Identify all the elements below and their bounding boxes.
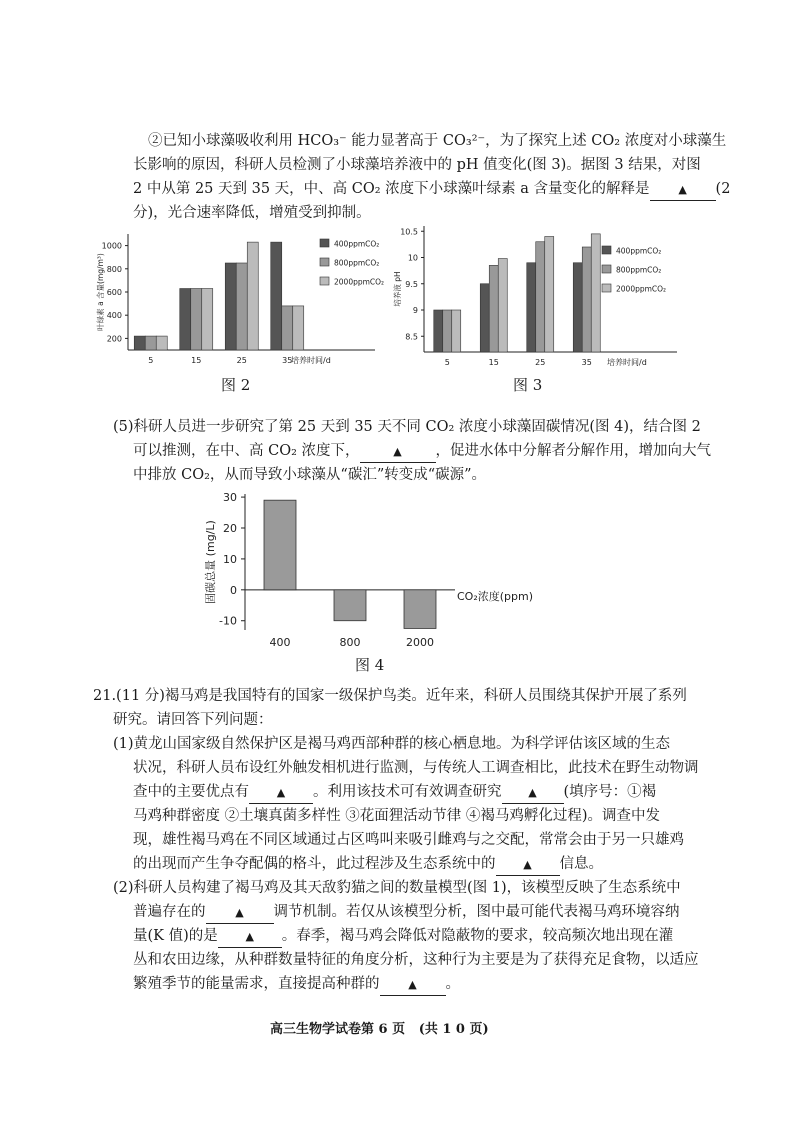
legend-label: 2000ppmCO₂ [334, 277, 385, 287]
triangle-icon: ▲ [523, 858, 532, 871]
answer-blank[interactable] [502, 782, 564, 804]
x-tick-label: 35 [282, 356, 293, 365]
q21-p1-line-5: 现，雄性褐马鸡在不同区域通过占区鸣叫来吸引雌鸡与之交配，常常会由于另一只雄鸡 [133, 832, 684, 848]
y-tick-label: 9.5 [405, 279, 418, 289]
q21-p2-line-2 [133, 902, 680, 924]
bar [225, 263, 236, 350]
legend-swatch [602, 246, 611, 254]
figure-3-chart [392, 220, 682, 374]
q21-p2-line-2-text: 普遍存在的 [133, 904, 206, 920]
bar [582, 247, 591, 352]
x-tick-label: 15 [488, 358, 499, 367]
y-axis-label: 叶绿素 a 含量(mg/m³) [96, 253, 105, 331]
q2-line-1: ②已知小球藻吸收利用 HCO₃⁻ 能力显著高于 CO₃²⁻，为了探究上述 CO₂ 浓度对小球藻生 [148, 133, 727, 149]
q2-line-2: 长影响的原因，科研人员检测了小球藻培养液中的 pH 值变化(图 3)。据图 3 结果，对图 [133, 157, 701, 173]
x-tick-label: 400 [269, 636, 291, 649]
bar [443, 310, 452, 352]
y-axis-label: 培养液 pH [393, 271, 402, 307]
q21-p2-line-3 [133, 926, 673, 948]
answer-blank[interactable] [380, 974, 446, 996]
q5-line-1: (5)科研人员进一步研究了第 25 天到 35 天不同 CO₂ 浓度小球藻固碳情况(图 4)，结合图 2 [113, 419, 701, 435]
legend-swatch [602, 284, 611, 292]
x-axis-label: 培养时间/d [291, 356, 331, 365]
q5-line-2-tail: ，促进水体中分解者分解作用，增加向大气 [435, 443, 712, 459]
x-tick-label: 5 [444, 358, 450, 367]
bar [545, 237, 554, 353]
triangle-icon: ▲ [408, 978, 417, 991]
q21-line-2: 研究。请回答下列问题： [113, 712, 273, 728]
q21-p2-line-2-tail: 调节机制。若仅从该模型分析，图中最可能代表褐马鸡环境容纳 [273, 904, 680, 920]
bar [536, 242, 545, 352]
q21-p1-line-1: (1)黄龙山国家级自然保护区是褐马鸡西部种群的核心栖息地。为科学评估该区域的生态 [113, 736, 671, 752]
bar [573, 263, 582, 352]
q21-p1-line-6 [133, 854, 603, 876]
y-tick-label: 0 [230, 583, 237, 597]
legend-label: 800ppmCO₂ [616, 265, 662, 275]
bar [334, 590, 366, 621]
bar [498, 259, 507, 352]
q21-p1-line-6-text: 的出现而产生争夺配偶的格斗，此过程涉及生态系统中的 [133, 856, 496, 872]
triangle-icon: ▲ [276, 786, 286, 799]
triangle-icon: ▲ [393, 445, 402, 458]
figure-2-chart [95, 222, 390, 374]
y-tick-label: 600 [106, 288, 122, 297]
q21-p2-line-5-tail: 。 [445, 976, 460, 992]
y-tick-label: 800 [106, 264, 122, 274]
bar [434, 310, 443, 352]
figure-4-chart [200, 484, 570, 652]
q21-p2-line-1: (2)科研人员构建了褐马鸡及其天敌豹猫之间的数量模型(图 1)，该模型反映了生态系统中 [113, 880, 681, 896]
q21-line-1: 21.(11 分)褐马鸡是我国特有的国家一级保护鸟类。近年来，科研人员围绕其保护开展了系列 [93, 688, 687, 704]
q21-p1-line-3 [133, 782, 656, 804]
bar [282, 306, 293, 350]
q2-line-3 [133, 179, 730, 201]
q21-p2-line-3-text: 量(K 值)的是 [133, 928, 218, 944]
legend-swatch [320, 258, 329, 266]
bar [156, 336, 167, 350]
triangle-icon: ▲ [528, 786, 537, 799]
bar [271, 242, 282, 350]
y-tick-label: 10.5 [400, 227, 418, 237]
legend-label: 400ppmCO₂ [334, 239, 380, 249]
y-tick-label: 8.5 [405, 332, 418, 342]
y-tick-label: 400 [106, 311, 122, 321]
y-tick-label: 200 [106, 334, 122, 344]
q21-p1-line-3-text: 查中的主要优点有 [133, 784, 249, 800]
y-tick-label: 9 [412, 306, 418, 315]
legend-swatch [320, 277, 329, 285]
q2-line-3-text: 2 中从第 25 天到 35 天，中、高 CO₂ 浓度下小球藻叶绿素 a 含量变化的解释是 [133, 181, 650, 197]
bar [180, 289, 191, 350]
legend-label: 400ppmCO₂ [616, 246, 662, 256]
y-tick-label: 1000 [101, 241, 122, 251]
x-tick-label: 15 [191, 356, 202, 365]
bar [247, 242, 258, 350]
answer-blank[interactable] [249, 782, 313, 804]
answer-blank[interactable] [360, 441, 436, 463]
q21-p2-line-5 [133, 974, 460, 996]
q21-p2-line-3-tail: 。春季，褐马鸡会降低对隐蔽物的要求，较高频次地出现在灌 [281, 928, 674, 944]
y-axis-label: 固碳总量 (mg/L) [204, 520, 217, 604]
x-axis-label: CO₂浓度(ppm) [457, 589, 534, 603]
bar [264, 500, 296, 590]
q21-p1-line-3-tail: (填序号：①褐 [563, 784, 657, 800]
legend-label: 800ppmCO₂ [334, 258, 380, 268]
legend-swatch [320, 239, 329, 247]
x-tick-label: 5 [148, 356, 154, 365]
legend-swatch [602, 265, 611, 273]
triangle-icon: ▲ [678, 183, 687, 196]
footer-page-number: 高三生物学试卷第 6 页 [270, 1022, 406, 1037]
figure-3-caption: 图 3 [513, 376, 543, 394]
answer-blank[interactable] [496, 854, 560, 876]
q5-line-3: 中排放 CO₂，从而导致小球藻从“碳汇”转变成“碳源”。 [133, 467, 487, 483]
answer-blank[interactable] [650, 179, 716, 201]
q2-line-4: 分)，光合速率降低，增殖受到抑制。 [133, 205, 371, 221]
q5-line-2 [133, 441, 711, 463]
figure-4-caption: 图 4 [355, 656, 385, 674]
q21-p2-line-5-text: 繁殖季节的能量需求，直接提高种群的 [133, 976, 380, 992]
x-tick-label: 25 [535, 358, 546, 367]
bar [480, 284, 489, 352]
y-tick-label: 20 [223, 522, 237, 535]
y-tick-label: 30 [223, 491, 237, 505]
q21-p1-line-4: 马鸡种群密度 ②土壤真菌多样性 ③花面狸活动节律 ④褐马鸡孵化过程)。调查中发 [133, 808, 660, 824]
x-tick-label: 35 [581, 358, 592, 367]
bar [591, 234, 600, 352]
footer-total-pages: (共 1 0 页) [418, 1022, 489, 1037]
x-tick-label: 25 [236, 356, 247, 365]
q21-p2-line-4: 丛和农田边缘，从种群数量特征的角度分析，这种行为主要是为了获得充足食物，以适应 [133, 952, 699, 968]
x-tick-label: 800 [339, 636, 361, 649]
triangle-icon: ▲ [245, 930, 254, 943]
y-tick-label: 10 [223, 552, 237, 566]
bar [202, 289, 213, 350]
bar [293, 306, 304, 350]
bar [134, 336, 145, 350]
bar [489, 265, 498, 352]
q21-p1-line-6-tail: 信息。 [559, 856, 603, 872]
bar [452, 310, 461, 352]
x-tick-label: 2000 [406, 636, 434, 649]
bar [404, 590, 436, 629]
legend-label: 2000ppmCO₂ [616, 284, 667, 294]
bar [191, 289, 202, 350]
y-tick-label: -10 [219, 614, 237, 628]
q21-p1-line-2: 状况，科研人员布设红外触发相机进行监测，与传统人工调查相比，此技术在野生动物调 [133, 760, 699, 776]
q21-p1-line-3-mid: 。利用该技术可有效调查研究 [313, 784, 502, 800]
answer-blank[interactable] [218, 926, 282, 948]
bar [527, 263, 536, 352]
figure-2-caption: 图 2 [221, 376, 251, 394]
page-footer [270, 1018, 489, 1037]
bar [236, 263, 247, 350]
answer-blank[interactable] [206, 902, 274, 924]
q5-line-2-text: 可以推测，在中、高 CO₂ 浓度下， [133, 443, 360, 459]
y-tick-label: 10 [407, 253, 418, 263]
q2-line-3-tail: (2 [715, 181, 731, 197]
x-axis-label: 培养时间/d [607, 358, 647, 367]
triangle-icon: ▲ [235, 906, 244, 919]
bar [145, 336, 156, 350]
